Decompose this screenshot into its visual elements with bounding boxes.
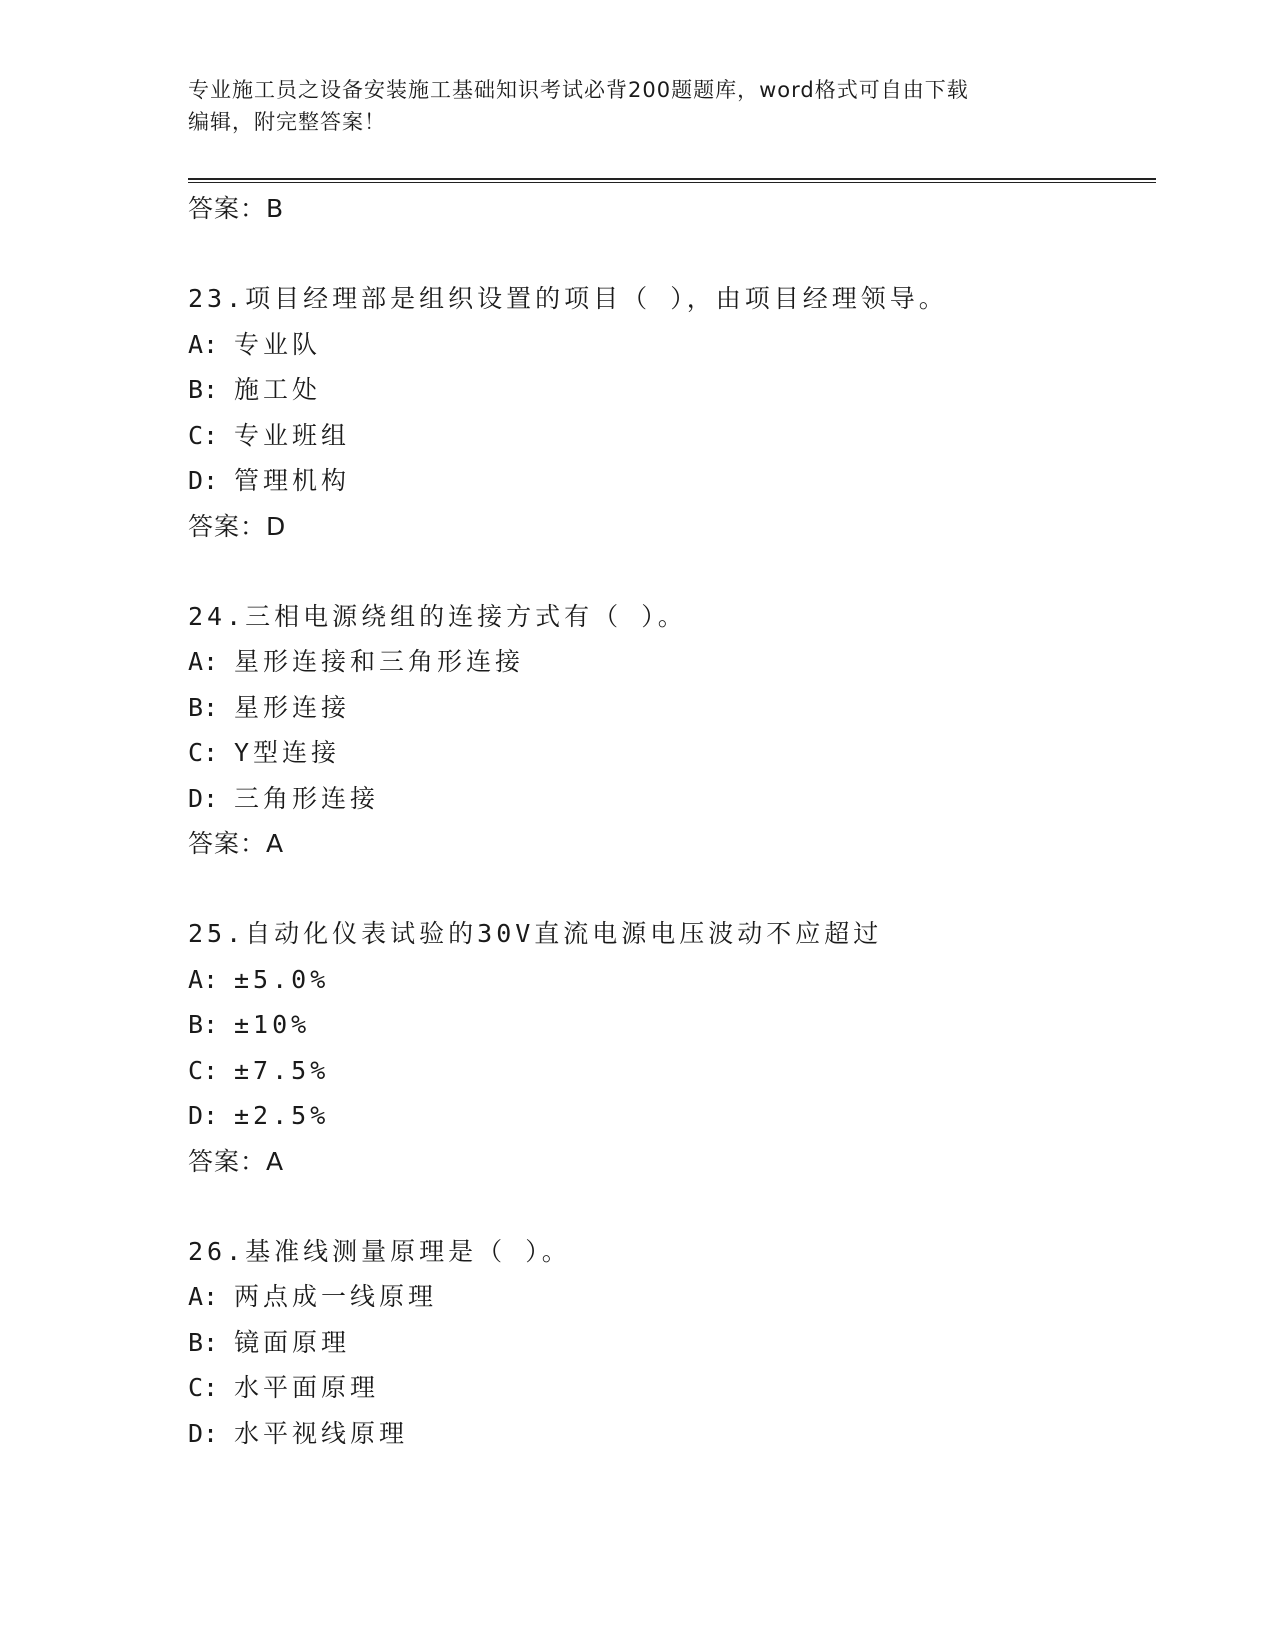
- question-answer: 答案：D: [188, 511, 287, 541]
- question-25: [188, 911, 1156, 1185]
- option-text: 星形连接和三角形连接: [234, 647, 525, 676]
- option-text: 两点成一线原理: [234, 1282, 438, 1311]
- document-body: [188, 186, 1156, 1456]
- question-23: [188, 276, 1156, 550]
- option-text: ±2.5%: [234, 1101, 330, 1130]
- option-text: ±5.0%: [234, 964, 330, 994]
- option-letter: C:: [188, 1055, 219, 1085]
- option-letter: D:: [188, 1101, 219, 1130]
- question-stem: 25.自动化仪表试验的30V直流电源电压波动不应超过: [188, 919, 883, 948]
- question-24: [188, 594, 1156, 868]
- question-stem: 26.基准线测量原理是（ ）。: [188, 1236, 571, 1266]
- option-letter: A:: [188, 647, 219, 676]
- option-text: Y型连接: [234, 738, 341, 767]
- question-answer: 答案：A: [188, 829, 285, 858]
- option-letter: B:: [188, 692, 219, 722]
- option-text: 专业班组: [234, 420, 351, 450]
- option-letter: D:: [188, 783, 219, 813]
- header-divider: [188, 178, 1156, 183]
- option-letter: C:: [188, 738, 219, 767]
- option-text: 三角形连接: [234, 783, 380, 813]
- option-a: [188, 639, 1156, 685]
- document-header: [188, 74, 1088, 138]
- option-letter: C:: [188, 1373, 219, 1402]
- option-letter: D:: [188, 1418, 219, 1448]
- option-c: [188, 413, 1156, 459]
- question-answer: 答案：A: [188, 1146, 285, 1176]
- option-d: [188, 458, 1156, 504]
- option-text: 水平视线原理: [234, 1418, 409, 1448]
- option-letter: B:: [188, 375, 219, 404]
- option-letter: A:: [188, 1282, 219, 1311]
- option-d: [188, 1093, 1156, 1139]
- question-stem: 24.三相电源绕组的连接方式有（ ）。: [188, 601, 687, 631]
- option-a: [188, 322, 1156, 368]
- option-c: [188, 1048, 1156, 1094]
- option-b: [188, 1320, 1156, 1366]
- option-text: 管理机构: [234, 466, 351, 495]
- header-line-1: 专业施工员之设备安装施工基础知识考试必背200题题库，word格式可自由下载: [188, 78, 969, 102]
- option-letter: D:: [188, 466, 219, 495]
- option-letter: A:: [188, 329, 219, 359]
- option-text: 星形连接: [234, 692, 351, 722]
- option-letter: B:: [188, 1010, 219, 1039]
- previous-question-answer: 答案：B: [188, 194, 285, 223]
- option-a: [188, 957, 1156, 1003]
- option-text: 镜面原理: [234, 1327, 351, 1357]
- option-a: [188, 1274, 1156, 1320]
- option-letter: C:: [188, 420, 219, 450]
- option-text: 专业队: [234, 329, 322, 359]
- option-d: [188, 1411, 1156, 1457]
- option-b: [188, 367, 1156, 413]
- header-line-2: 编辑，附完整答案！: [188, 110, 386, 134]
- question-stem: 23.项目经理部是组织设置的项目（ ），由项目经理领导。: [188, 284, 948, 313]
- option-text: 施工处: [234, 375, 322, 404]
- option-b: [188, 1002, 1156, 1048]
- option-text: 水平面原理: [234, 1373, 380, 1402]
- option-text: ±10%: [234, 1010, 311, 1039]
- option-letter: A:: [188, 964, 219, 994]
- option-b: [188, 685, 1156, 731]
- question-26: [188, 1229, 1156, 1457]
- option-d: [188, 776, 1156, 822]
- option-letter: B:: [188, 1327, 219, 1357]
- option-text: ±7.5%: [234, 1055, 330, 1085]
- option-c: [188, 1365, 1156, 1411]
- option-c: [188, 730, 1156, 776]
